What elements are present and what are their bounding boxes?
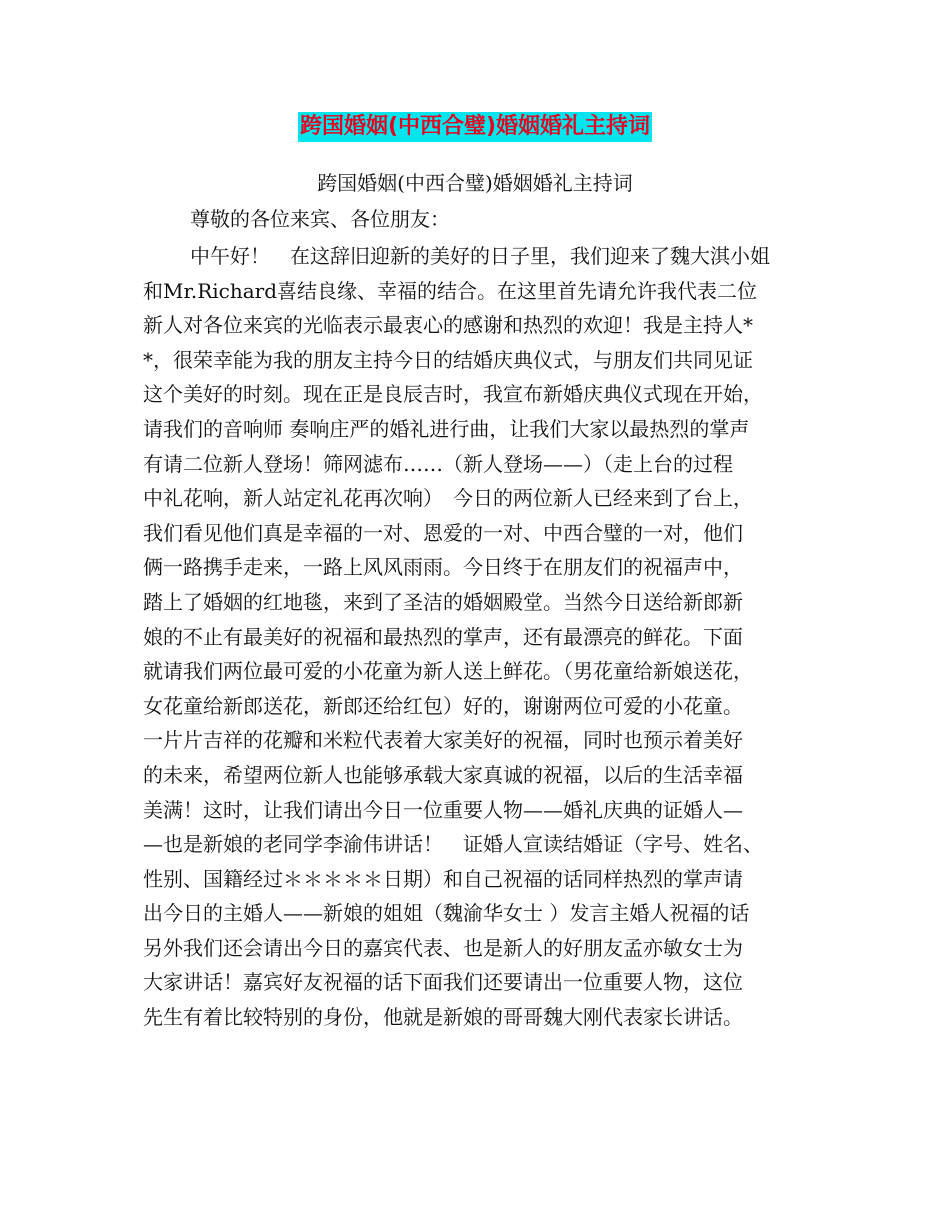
body-line: 就请我们两位最可爱的小花童为新人送上鲜花。（男花童给新娘送花， <box>143 659 753 684</box>
body-line: 俩一路携手走来，一路上风风雨雨。今日终于在朋友们的祝福声中， <box>143 555 743 580</box>
body-line: 大家讲话！嘉宾好友祝福的话下面我们还要请出一位重要人物，这位 <box>143 970 743 995</box>
body-line: 中午好！ 在这辞旧迎新的美好的日子里，我们迎来了魏大淇小姐 <box>190 244 770 268</box>
body-line: 出今日的主婚人——新娘的姐姐（魏渝华女士 ）发言主婚人祝福的话 <box>143 901 750 926</box>
body-line: 先生有着比较特别的身份，他就是新娘的哥哥魏大刚代表家长讲话。 <box>143 1005 743 1030</box>
body-line: 另外我们还会请出今日的嘉宾代表、也是新人的好朋友孟亦敏女士为 <box>143 935 743 960</box>
body-line: 这个美好的时刻。现在正是良辰吉时，我宣布新婚庆典仪式现在开始， <box>143 382 763 407</box>
body-line: 有请二位新人登场！筛网滤布……（新人登场——）（走上台的过程 <box>143 451 733 476</box>
body-line: 女花童给新郎送花，新郎还给红包）好的，谢谢两位可爱的小花童。 <box>143 693 743 718</box>
body-line: 和Mr.Richard喜结良缘、幸福的结合。在这里首先请允许我代表二位 <box>143 278 758 303</box>
body-line: 请我们的音响师 奏响庄严的婚礼进行曲，让我们大家以最热烈的掌声 <box>143 416 750 441</box>
body-line: 美满！这时，让我们请出今日一位重要人物——婚礼庆典的证婚人— <box>143 797 743 822</box>
body-line: 新人对各位来宾的光临表示最衷心的感谢和热烈的欢迎！我是主持人* <box>143 313 753 338</box>
body-line: 性别、国籍经过＊＊＊＊＊日期）和自己祝福的话同样热烈的掌声请 <box>143 866 743 891</box>
body-line: 我们看见他们真是幸福的一对、恩爱的一对、中西合璧的一对，他们 <box>143 520 743 545</box>
body-paragraph <box>143 239 823 1035</box>
body-line: 中礼花响，新人站定礼花再次响） 今日的两位新人已经来到了台上， <box>143 486 753 511</box>
body-line: 一片片吉祥的花瓣和米粒代表着大家美好的祝福，同时也预示着美好 <box>143 728 743 753</box>
body-line: —也是新娘的老同学李渝伟讲话！ 证婚人宣读结婚证（字号、姓名、 <box>143 832 763 857</box>
body-line: 的未来，希望两位新人也能够承载大家真诚的祝福，以后的生活幸福 <box>143 762 743 787</box>
body-line: 娘的不止有最美好的祝福和最热烈的掌声，还有最漂亮的鲜花。下面 <box>143 624 743 649</box>
document-subtitle: 跨国婚姻(中西合璧)婚姻婚礼主持词 <box>317 171 633 195</box>
body-line: *，很荣幸能为我的朋友主持今日的结婚庆典仪式，与朋友们共同见证 <box>143 347 753 372</box>
title-container <box>0 112 950 142</box>
document-title: 跨国婚姻(中西合璧)婚姻婚礼主持词 <box>298 112 652 142</box>
greeting-line: 尊敬的各位来宾、各位朋友： <box>190 207 450 231</box>
body-line: 踏上了婚姻的红地毯，来到了圣洁的婚姻殿堂。当然今日送给新郎新 <box>143 589 743 614</box>
